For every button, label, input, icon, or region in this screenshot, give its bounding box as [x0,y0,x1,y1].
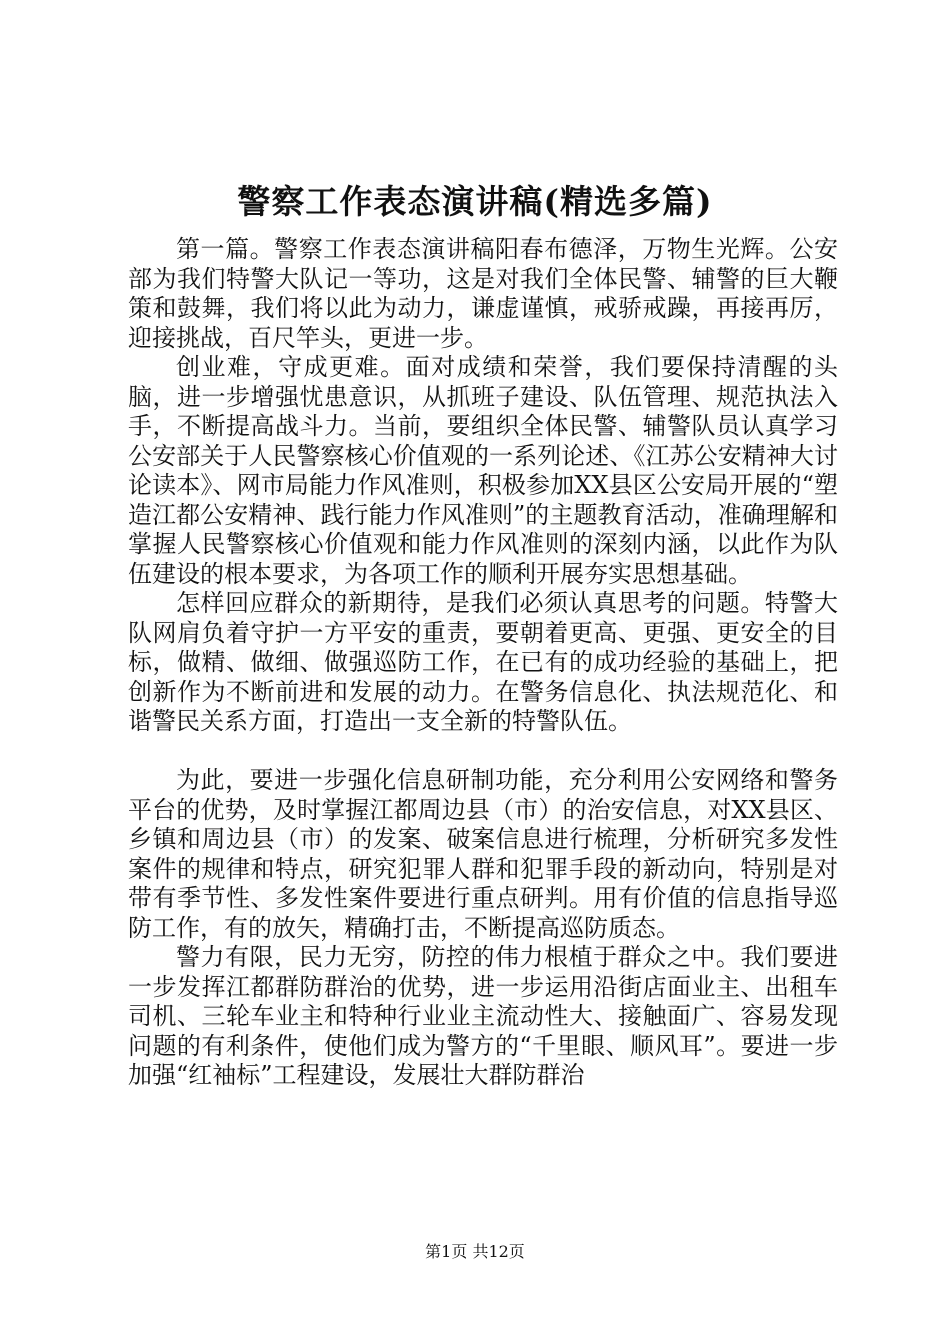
document-title: 警察工作表态演讲稿(精选多篇) [237,182,713,221]
paragraph-3: 怎样回应群众的新期待，是我们必须认真思考的问题。特警大队网肩负着守护一方平安的重责，要朝着更高、更强、更安全的目标，做精、做细、做强巡防工作，在已有的成功经验的基础上，把创新作为不断前进和发展的动力。在警务信息化、执法规范化、和谐警民关系方面，打造出一支全新的特警队伍。 [128,589,838,735]
paragraph-5: 警力有限，民力无穷，防控的伟力根植于群众之中。我们要进一步发挥江都群防群治的优势，进一步运用沿街店面业主、出租车司机、三轮车业主和特种行业业主流动性大、接触面广、容易发现问题的有利条件，使他们成为警方的“千里眼、顺风耳”。要进一步加强“红袖标”工程建设，发展壮大群防群治 [128,943,838,1089]
page-number: 第1页 共12页 [425,1242,525,1261]
paragraph-spacer [128,737,838,767]
paragraph-2: 创业难，守成更难。面对成绩和荣誉，我们要保持清醒的头脑，进一步增强忧患意识，从抓班子建设、队伍管理、规范执法入手，不断提高战斗力。当前，要组织全体民警、辅警队员认真学习公安部关于人民警察核心价值观的一系列论述、《江苏公安精神大讨论读本》、网市局能力作风准则，积极参加XX县区公安局开展的“塑造江都公安精神、践行能力作风准则”的主题教育活动，准确理解和掌握人民警察核心价值观和能力作风准则的深刻内涵，以此作为队伍建设的根本要求，为各项工作的顺利开展夯实思想基础。 [128,353,838,588]
paragraph-4: 为此，要进一步强化信息研制功能，充分利用公安网络和警务平台的优势，及时掌握江都周边县（市）的治安信息，对XX县区、乡镇和周边县（市）的发案、破案信息进行梳理，分析研究多发性案件的规律和特点，研究犯罪人群和犯罪手段的新动向，特别是对带有季节性、多发性案件要进行重点研判。用有价值的信息指导巡防工作，有的放矢，精确打击，不断提高巡防质态。 [128,766,838,942]
document-body [128,235,838,1091]
paragraph-1: 第一篇。警察工作表态演讲稿阳春布德泽，万物生光辉。公安部为我们特警大队记一等功，这是对我们全体民警、辅警的巨大鞭策和鼓舞，我们将以此为动力，谦虚谨慎，戒骄戒躁，再接再厉，迎接挑战，百尺竿头，更进一步。 [128,235,838,352]
